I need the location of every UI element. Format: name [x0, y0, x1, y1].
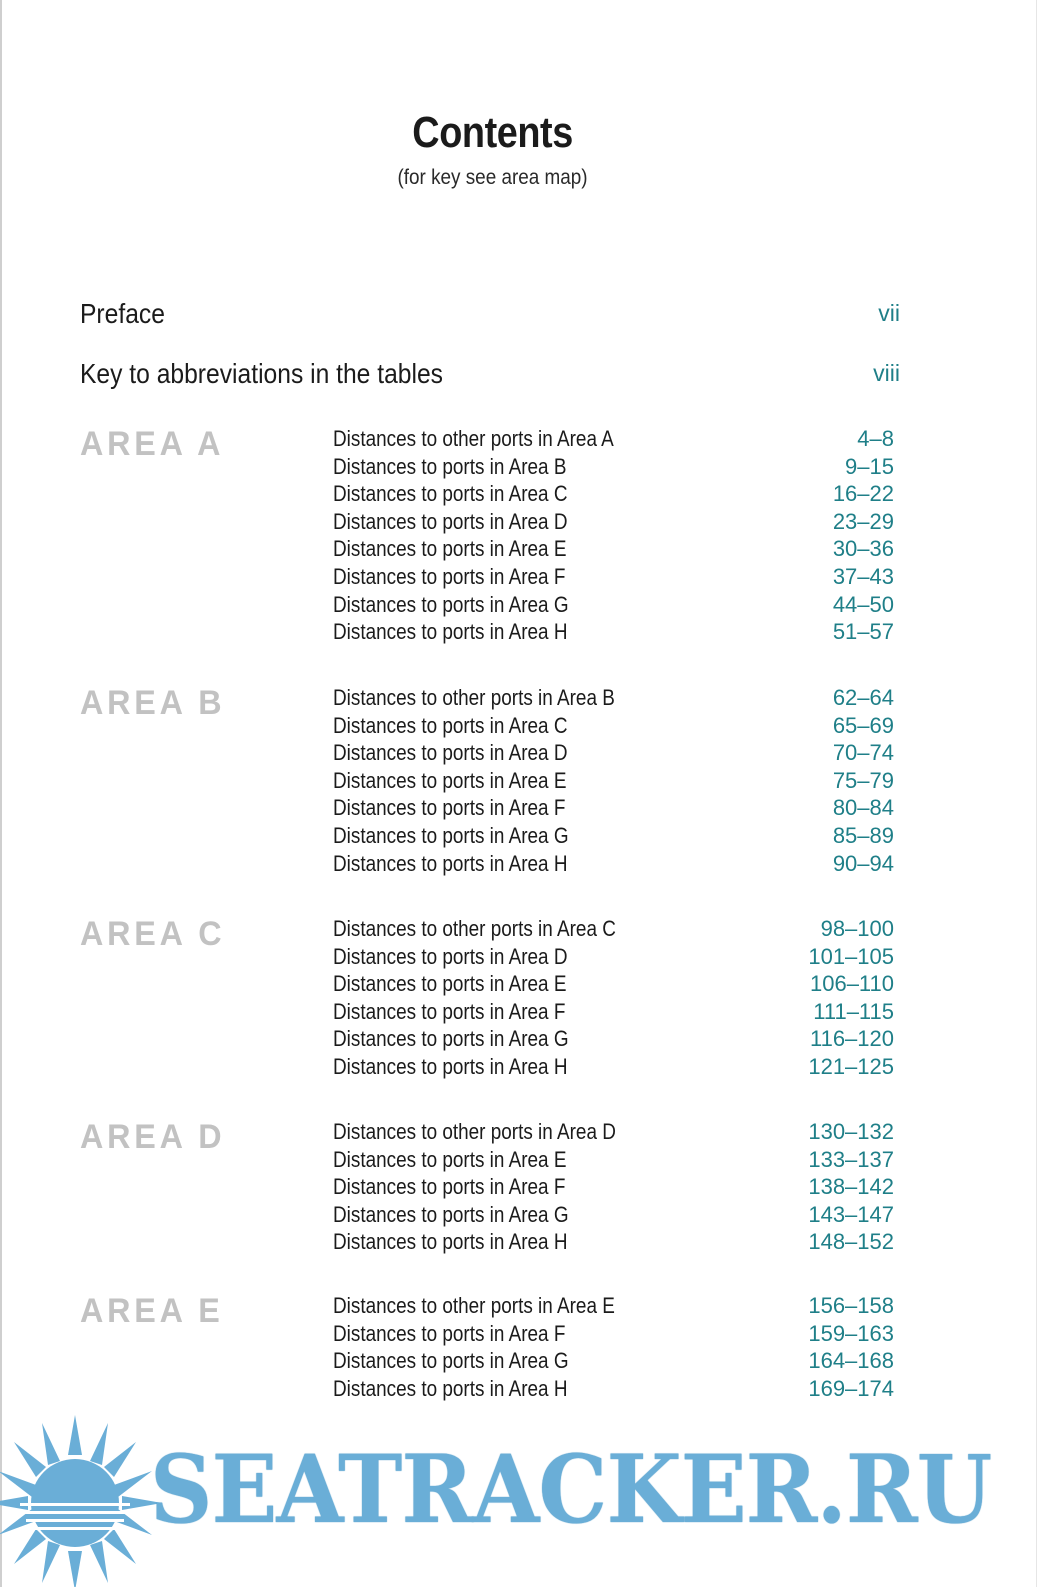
entry-label: Distances to other ports in Area B — [333, 685, 615, 710]
toc-entry[interactable] — [333, 850, 900, 878]
toc-entry[interactable] — [333, 618, 900, 646]
toc-entry[interactable] — [333, 943, 900, 971]
entry-pages: 9–15 — [845, 453, 894, 479]
entry-label: Distances to ports in Area E — [333, 767, 567, 793]
toc-entry[interactable] — [333, 508, 900, 536]
toc-entry[interactable] — [333, 998, 900, 1026]
area-heading: AREA E — [80, 1292, 224, 1330]
area-heading: AREA D — [80, 1118, 226, 1156]
entry-label: Distances to ports in Area D — [333, 943, 568, 969]
entry-label: Distances to ports in Area F — [333, 1320, 566, 1346]
entry-label: Distances to ports in Area H — [333, 1229, 568, 1255]
watermark-text: SEATRACKER.RU — [150, 1435, 992, 1545]
toc-item-label: Preface — [80, 298, 165, 329]
entry-pages: 138–142 — [808, 1174, 894, 1200]
entry-label: Distances to other ports in Area C — [333, 916, 616, 941]
toc-item-abbreviations[interactable] — [80, 358, 900, 390]
entry-pages: 75–79 — [832, 767, 894, 793]
entry-pages: 164–168 — [808, 1348, 894, 1374]
entry-label: Distances to other ports in Area D — [333, 1119, 616, 1144]
entry-pages: 148–152 — [808, 1229, 894, 1255]
entry-pages: 85–89 — [832, 822, 894, 848]
entry-pages: 23–29 — [832, 508, 894, 534]
toc-entry[interactable] — [333, 535, 900, 563]
entry-label: Distances to ports in Area G — [333, 1026, 569, 1052]
entry-label: Distances to other ports in Area A — [333, 426, 614, 451]
area-entries — [333, 1118, 900, 1256]
toc-entry[interactable] — [333, 712, 900, 740]
entry-pages: 90–94 — [832, 850, 894, 876]
toc-item-page: vii — [878, 300, 900, 326]
toc-entry[interactable] — [333, 915, 900, 943]
entry-pages: 143–147 — [808, 1201, 894, 1227]
toc-entry[interactable] — [333, 739, 900, 767]
entry-pages: 65–69 — [832, 712, 894, 738]
entry-label: Distances to ports in Area H — [333, 1375, 568, 1401]
page-title: Contents — [412, 108, 573, 157]
entry-pages: 159–163 — [808, 1320, 894, 1346]
entry-pages: 98–100 — [820, 916, 894, 941]
entry-pages: 16–22 — [832, 481, 894, 507]
toc-entry[interactable] — [333, 1146, 900, 1174]
area-heading: AREA B — [80, 684, 226, 722]
entry-pages: 44–50 — [832, 591, 894, 617]
toc-entry[interactable] — [333, 822, 900, 850]
area-entries — [333, 1292, 900, 1402]
area-entries — [333, 684, 900, 877]
entry-label: Distances to ports in Area D — [333, 508, 568, 534]
toc-entry[interactable] — [333, 1292, 900, 1320]
entry-label: Distances to ports in Area F — [333, 795, 566, 821]
entry-label: Distances to ports in Area G — [333, 591, 569, 617]
entry-pages: 111–115 — [813, 998, 894, 1024]
area-entries — [333, 425, 900, 646]
entry-label: Distances to ports in Area B — [333, 453, 567, 479]
toc-item-preface[interactable] — [80, 298, 900, 330]
toc-entry[interactable] — [333, 767, 900, 795]
toc-entry[interactable] — [333, 970, 900, 998]
toc-entry[interactable] — [333, 1347, 900, 1375]
entry-label: Distances to ports in Area F — [333, 1174, 566, 1200]
entry-pages: 121–125 — [808, 1053, 894, 1079]
entry-label: Distances to ports in Area G — [333, 822, 569, 848]
toc-entry[interactable] — [333, 480, 900, 508]
page-subtitle: (for key see area map) — [397, 166, 588, 189]
toc-entry[interactable] — [333, 794, 900, 822]
entry-label: Distances to ports in Area C — [333, 481, 568, 507]
area-heading: AREA C — [80, 915, 226, 953]
entry-label: Distances to other ports in Area E — [333, 1293, 615, 1318]
page-border-left — [0, 0, 2, 1587]
toc-item-page: viii — [873, 360, 900, 386]
entry-pages: 133–137 — [808, 1146, 894, 1172]
entry-label: Distances to ports in Area F — [333, 998, 566, 1024]
entry-pages: 4–8 — [857, 426, 894, 451]
entry-pages: 51–57 — [832, 619, 894, 645]
toc-entry[interactable] — [333, 563, 900, 591]
entry-label: Distances to ports in Area D — [333, 740, 568, 766]
entry-label: Distances to ports in Area E — [333, 536, 567, 562]
entry-label: Distances to ports in Area E — [333, 1146, 567, 1172]
entry-label: Distances to ports in Area H — [333, 850, 568, 876]
page-border-right — [1036, 0, 1037, 1587]
entry-pages: 37–43 — [832, 563, 894, 589]
entry-pages: 106–110 — [809, 971, 894, 997]
toc-entry[interactable] — [333, 1320, 900, 1348]
entry-pages: 169–174 — [808, 1375, 894, 1401]
toc-entry[interactable] — [333, 1118, 900, 1146]
entry-pages: 30–36 — [832, 536, 894, 562]
entry-pages: 156–158 — [808, 1293, 894, 1318]
toc-item-label: Key to abbreviations in the tables — [80, 358, 443, 389]
toc-entry[interactable] — [333, 425, 900, 453]
toc-entry[interactable] — [333, 1053, 900, 1081]
toc-entry[interactable] — [333, 684, 900, 712]
toc-entry[interactable] — [333, 1173, 900, 1201]
entry-label: Distances to ports in Area F — [333, 563, 566, 589]
entry-label: Distances to ports in Area H — [333, 1053, 568, 1079]
entry-pages: 70–74 — [832, 740, 894, 766]
area-heading: AREA A — [80, 425, 225, 463]
toc-entry[interactable] — [333, 1025, 900, 1053]
entry-pages: 116–120 — [809, 1026, 894, 1052]
toc-entry[interactable] — [333, 1375, 900, 1403]
entry-pages: 101–105 — [808, 943, 894, 969]
entry-label: Distances to ports in Area E — [333, 971, 567, 997]
toc-entry[interactable] — [333, 1228, 900, 1256]
entry-pages: 130–132 — [808, 1119, 894, 1144]
entry-label: Distances to ports in Area H — [333, 619, 568, 645]
toc-entry[interactable] — [333, 453, 900, 481]
area-entries — [333, 915, 900, 1081]
entry-label: Distances to ports in Area G — [333, 1201, 569, 1227]
entry-pages: 62–64 — [832, 685, 894, 710]
toc-entry[interactable] — [333, 1201, 900, 1229]
toc-entry[interactable] — [333, 591, 900, 619]
entry-label: Distances to ports in Area G — [333, 1348, 569, 1374]
sun-icon — [0, 1405, 160, 1587]
entry-label: Distances to ports in Area C — [333, 712, 568, 738]
entry-pages: 80–84 — [832, 795, 894, 821]
